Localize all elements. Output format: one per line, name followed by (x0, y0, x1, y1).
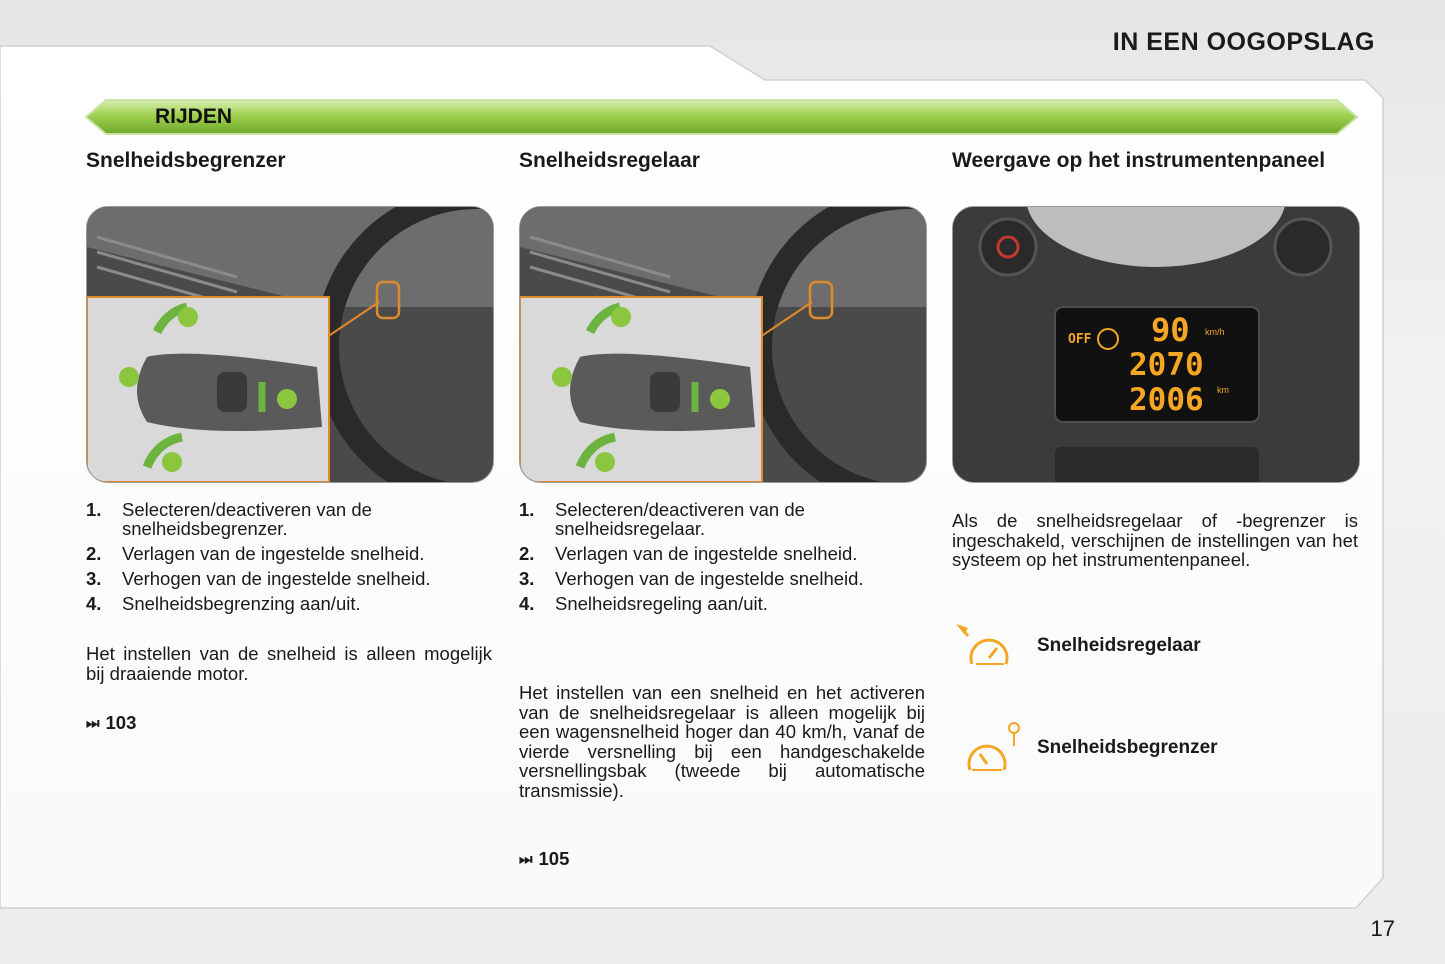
list-item: 4. Snelheidsbegrenzing aan/uit. (86, 593, 361, 614)
steering-stalk-photo (519, 206, 927, 483)
column-heading: Snelheidsregelaar (519, 149, 700, 172)
note-text: Het instellen van een snelheid en het activeren van de snelheidsregelaar is alleen mogelijk bij een wagensnelheid hoger dan 40 km/h, vanaf de vierde versnelling bij een handgeschakelde versnellingsbak (tweede bij automatische transmissie). (519, 682, 925, 801)
list-item: 2. Verlagen van de ingestelde snelheid. (86, 543, 425, 564)
skip-forward-icon: ⏭ (519, 850, 533, 868)
display-status-text: OFF (1068, 332, 1092, 347)
page-number: 17 (1370, 916, 1395, 941)
skip-forward-icon: ⏭ (86, 714, 100, 732)
note-text: Als de snelheidsregelaar of -begrenzer is ingeschakeld, verschijnen de instellingen van het systeem op het instrumentenpaneel. (952, 510, 1358, 570)
list-item: 3. Verhogen van de ingestelde snelheid. (86, 568, 431, 589)
list-item: 1. Selecteren/deactiveren van de snelheidsbegrenzer. (86, 499, 372, 539)
function-list (519, 500, 925, 619)
speed-limiter-icon (952, 720, 1022, 776)
display-speed-value: 90 (1151, 311, 1190, 349)
column-speed-limiter (86, 149, 492, 733)
display-line-2: 2070 (1129, 347, 1204, 383)
section-label: RIJDEN (155, 105, 233, 128)
instrument-panel-photo (952, 206, 1360, 483)
list-item: 1. Selecteren/deactiveren van de snelheidsregelaar. (519, 499, 805, 539)
legend-label: Snelheidsregelaar (1037, 635, 1201, 656)
display-line-3-unit: km (1217, 385, 1229, 395)
legend-label: Snelheidsbegrenzer (1037, 737, 1218, 758)
legend-item-speed-limiter (952, 720, 1218, 776)
display-line-3: 2006 (1129, 382, 1204, 418)
page-reference-link[interactable]: ⏭ 105 (519, 848, 570, 869)
steering-stalk-photo (86, 206, 494, 483)
column-heading: Snelheidsbegrenzer (86, 149, 286, 172)
column-heading: Weergave op het instrumentenpaneel (952, 149, 1326, 172)
section-banner (84, 98, 1359, 136)
list-item: 2. Verlagen van de ingestelde snelheid. (519, 543, 858, 564)
list-item: 3. Verhogen van de ingestelde snelheid. (519, 568, 864, 589)
cruise-control-icon (952, 620, 1012, 672)
page-title: IN EEN OOGOPSLAG (1112, 28, 1375, 56)
note-text: Het instellen van de snelheid is alleen mogelijk bij draaiende motor. (86, 643, 492, 684)
list-item: 4. Snelheidsregeling aan/uit. (519, 593, 768, 614)
column-dashboard-display (952, 149, 1358, 758)
legend-item-cruise-control (952, 620, 1201, 672)
display-speed-unit: km/h (1205, 327, 1225, 337)
column-cruise-control (519, 149, 925, 869)
function-list (86, 500, 492, 619)
page-reference-link[interactable]: ⏭ 103 (86, 712, 137, 733)
